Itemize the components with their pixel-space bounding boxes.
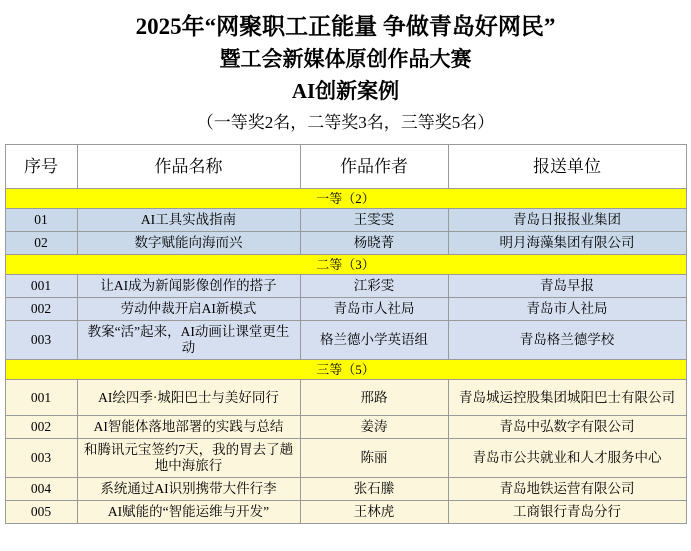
table-row bbox=[5, 478, 686, 501]
cell-name: AI赋能的“智能运维与开发” bbox=[77, 501, 300, 524]
table-row bbox=[5, 380, 686, 416]
cell-unit: 青岛地铁运营有限公司 bbox=[448, 478, 686, 501]
cell-unit: 青岛城运控股集团城阳巴士有限公司 bbox=[448, 380, 686, 416]
cell-no: 005 bbox=[5, 501, 77, 524]
cell-no: 01 bbox=[5, 209, 77, 232]
cell-author: 张石縢 bbox=[300, 478, 448, 501]
cell-author: 姜涛 bbox=[300, 416, 448, 439]
column-header-no: 序号 bbox=[5, 145, 77, 189]
cell-name: 让AI成为新闻影像创作的搭子 bbox=[77, 275, 300, 298]
table-row bbox=[5, 321, 686, 360]
cell-author: 青岛市人社局 bbox=[300, 298, 448, 321]
cell-unit: 青岛日报报业集团 bbox=[448, 209, 686, 232]
table-body bbox=[5, 189, 686, 524]
cell-name: 劳动仲裁开启AI新模式 bbox=[77, 298, 300, 321]
cell-name: 数字赋能向海而兴 bbox=[77, 232, 300, 255]
column-header-author: 作品作者 bbox=[300, 145, 448, 189]
cell-no: 003 bbox=[5, 439, 77, 478]
cell-name: AI智能体落地部署的实践与总结 bbox=[77, 416, 300, 439]
table-row bbox=[5, 209, 686, 232]
table-header bbox=[5, 145, 686, 189]
award-group-label: 一等（2） bbox=[5, 189, 686, 209]
table-row bbox=[5, 501, 686, 524]
cell-no: 02 bbox=[5, 232, 77, 255]
cell-no: 001 bbox=[5, 380, 77, 416]
cell-author: 邢路 bbox=[300, 380, 448, 416]
table-row bbox=[5, 275, 686, 298]
page-title-line1: 2025年“网聚职工正能量 争做青岛好网民” bbox=[135, 14, 556, 39]
cell-no: 003 bbox=[5, 321, 77, 360]
cell-author: 江彩雯 bbox=[300, 275, 448, 298]
cell-no: 002 bbox=[5, 416, 77, 439]
award-group-row bbox=[5, 360, 686, 380]
award-group-label: 三等（5） bbox=[5, 360, 686, 380]
cell-no: 004 bbox=[5, 478, 77, 501]
cell-name: AI绘四季·城阳巴士与美好同行 bbox=[77, 380, 300, 416]
cell-no: 002 bbox=[5, 298, 77, 321]
cell-author: 格兰德小学英语组 bbox=[300, 321, 448, 360]
cell-unit: 青岛市公共就业和人才服务中心 bbox=[448, 439, 686, 478]
cell-unit: 青岛市人社局 bbox=[448, 298, 686, 321]
table-header-row bbox=[5, 145, 686, 189]
table-row bbox=[5, 298, 686, 321]
cell-name: 教案“活”起来，AI动画让课堂更生动 bbox=[77, 321, 300, 360]
table-row bbox=[5, 416, 686, 439]
award-group-row bbox=[5, 255, 686, 275]
cell-author: 王林虎 bbox=[300, 501, 448, 524]
cell-author: 陈丽 bbox=[300, 439, 448, 478]
column-header-name: 作品名称 bbox=[77, 145, 300, 189]
cell-name: 系统通过AI识别携带大件行李 bbox=[77, 478, 300, 501]
cell-author: 杨晓菁 bbox=[300, 232, 448, 255]
cell-unit: 青岛格兰德学校 bbox=[448, 321, 686, 360]
cell-unit: 明月海藻集团有限公司 bbox=[448, 232, 686, 255]
award-group-label: 二等（3） bbox=[5, 255, 686, 275]
title-block bbox=[0, 0, 691, 136]
page-title-line4: （一等奖2名，二等奖3名，三等奖5名） bbox=[196, 113, 495, 132]
cell-name: AI工具实战指南 bbox=[77, 209, 300, 232]
cell-unit: 工商银行青岛分行 bbox=[448, 501, 686, 524]
page-title-line2: 暨工会新媒体原创作品大赛 bbox=[219, 47, 472, 71]
column-header-unit: 报送单位 bbox=[448, 145, 686, 189]
cell-no: 001 bbox=[5, 275, 77, 298]
cell-name: 和腾讯元宝签约7天，我的胃去了趟地中海旅行 bbox=[77, 439, 300, 478]
cell-unit: 青岛早报 bbox=[448, 275, 686, 298]
table-row bbox=[5, 232, 686, 255]
cell-author: 王雯雯 bbox=[300, 209, 448, 232]
awards-table bbox=[5, 144, 687, 524]
page-title-line3: AI创新案例 bbox=[291, 79, 400, 103]
table-row bbox=[5, 439, 686, 478]
award-group-row bbox=[5, 189, 686, 209]
cell-unit: 青岛中弘数字有限公司 bbox=[448, 416, 686, 439]
